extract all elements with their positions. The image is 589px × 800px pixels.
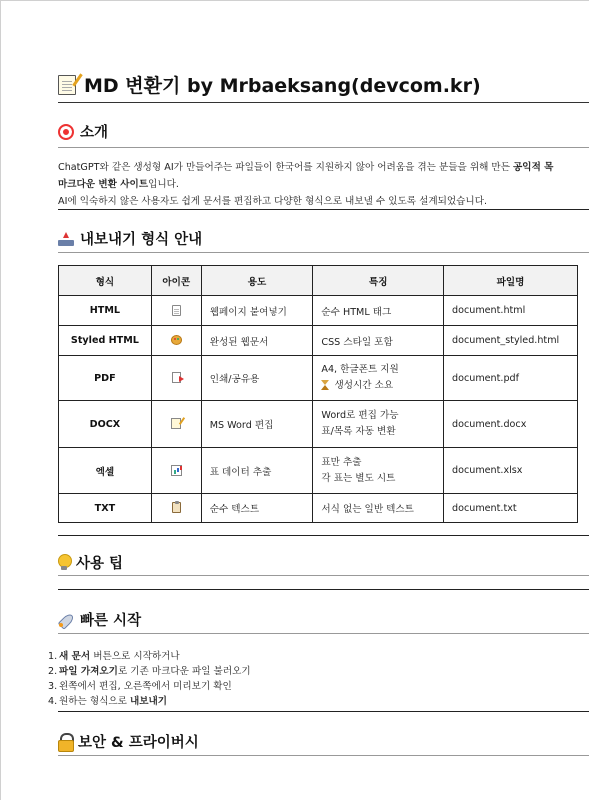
format-use: MS Word 편집 — [201, 401, 313, 448]
export-heading-text: 내보내기 형식 안내 — [80, 232, 203, 248]
page-title-text: MD 변환기 by Mrbaeksang(devcom.kr) — [84, 75, 481, 97]
intro-line-1-text: ChatGPT와 같은 생성형 AI가 만들어주는 파일들이 한국어를 지원하지 않아 어려움을 겪는 분들을 위해 만든 — [58, 162, 514, 173]
intro-line-3 — [58, 194, 589, 209]
list-item: 3. 왼쪽에서 편집, 오른쪽에서 미리보기 확인 — [48, 681, 232, 692]
target-icon — [58, 124, 74, 140]
format-filename: document.pdf — [444, 356, 578, 401]
outbox-tray-icon — [58, 232, 74, 246]
lightbulb-icon — [58, 554, 70, 571]
list-item: 1. 새 문서 버튼으로 시작하거나 — [48, 651, 180, 662]
table-row — [59, 494, 578, 523]
format-feature: Word로 편집 가능 — [321, 410, 399, 421]
page-title — [58, 71, 481, 98]
print-doc-icon — [172, 372, 181, 383]
table-row — [59, 401, 578, 448]
export-end-divider — [58, 535, 589, 536]
format-use: 완성된 웹문서 — [201, 326, 313, 356]
format-feature: 각 표는 별도 시트 — [321, 472, 396, 484]
table-row — [59, 448, 578, 494]
format-name: 엑셀 — [59, 448, 152, 494]
format-name: DOCX — [59, 401, 152, 448]
tips-end-divider — [58, 589, 589, 590]
col-header-filename: 파일명 — [444, 266, 578, 296]
table-row — [59, 326, 578, 356]
list-item: 2. 파일 가져오기로 기존 마크다운 파일 불러오기 — [48, 666, 251, 677]
format-feature: 표만 추출 — [321, 456, 362, 468]
format-name: Styled HTML — [59, 326, 152, 356]
format-filename: document.html — [444, 296, 578, 326]
quickstart-divider — [58, 633, 589, 634]
format-use: 표 데이터 추출 — [201, 448, 313, 494]
col-header-icon: 아이콘 — [151, 266, 201, 296]
format-feature: 생성시간 소요 — [334, 380, 394, 391]
quickstart-heading-text: 빠른 시작 — [80, 613, 142, 629]
quickstart-steps — [48, 649, 251, 709]
format-name: HTML — [59, 296, 152, 326]
palette-icon — [171, 335, 182, 345]
security-heading — [58, 731, 199, 752]
tips-heading — [58, 552, 123, 573]
lock-icon — [58, 733, 72, 750]
col-header-use: 용도 — [201, 266, 313, 296]
format-filename: document.docx — [444, 401, 578, 448]
bar-chart-icon — [171, 465, 182, 476]
tips-heading-text: 사용 팁 — [76, 556, 124, 572]
intro-heading — [58, 121, 108, 142]
format-feature: A4, 한글폰트 지원 — [321, 364, 399, 375]
intro-line-2-bold: 마크다운 변환 사이트 — [58, 179, 149, 190]
security-divider — [58, 755, 589, 756]
format-filename: document.xlsx — [444, 448, 578, 494]
format-feature: 서식 없는 일반 텍스트 — [313, 494, 444, 523]
intro-line-3-text: AI에 익숙하지 않은 사용자도 쉽게 문서를 편집하고 다양한 형식으로 내보낼 수 있도록 설계되었습니다. — [58, 196, 488, 207]
format-use: 순수 텍스트 — [201, 494, 313, 523]
tips-divider — [58, 575, 589, 576]
table-header-row — [59, 266, 578, 296]
intro-line-2-text: 입니다. — [148, 179, 179, 190]
format-feature: 순수 HTML 태그 — [313, 296, 444, 326]
col-header-format: 형식 — [59, 266, 152, 296]
rocket-icon — [58, 612, 74, 628]
table-row — [59, 296, 578, 326]
intro-heading-text: 소개 — [80, 125, 109, 141]
format-filename: document.txt — [444, 494, 578, 523]
clipboard-icon — [172, 502, 181, 513]
page-icon — [172, 305, 181, 316]
format-feature: CSS 스타일 포함 — [313, 326, 444, 356]
quickstart-end-divider — [58, 711, 589, 712]
format-filename: document_styled.html — [444, 326, 578, 356]
list-item: 4. 원하는 형식으로 내보내기 — [48, 696, 168, 707]
export-format-table — [58, 265, 578, 523]
table-row — [59, 356, 578, 401]
intro-line-1 — [58, 160, 589, 175]
format-name: TXT — [59, 494, 152, 523]
export-divider — [58, 252, 589, 253]
title-divider — [58, 102, 589, 103]
intro-end-divider — [58, 209, 589, 210]
memo-icon — [171, 418, 181, 429]
format-use: 인쇄/공유용 — [201, 356, 313, 401]
format-use: 웹페이지 붙여넣기 — [201, 296, 313, 326]
format-name: PDF — [59, 356, 152, 401]
intro-line-2 — [58, 177, 589, 192]
intro-line-1-bold: 공익적 목 — [513, 162, 554, 173]
format-feature: 표/목록 자동 변환 — [321, 426, 396, 437]
quickstart-heading — [58, 609, 141, 630]
security-heading-text: 보안 & 프라이버시 — [78, 735, 199, 751]
memo-icon — [58, 75, 76, 95]
intro-divider — [58, 147, 589, 148]
hourglass-icon — [321, 380, 329, 390]
export-heading — [58, 228, 202, 249]
col-header-features: 특징 — [313, 266, 444, 296]
